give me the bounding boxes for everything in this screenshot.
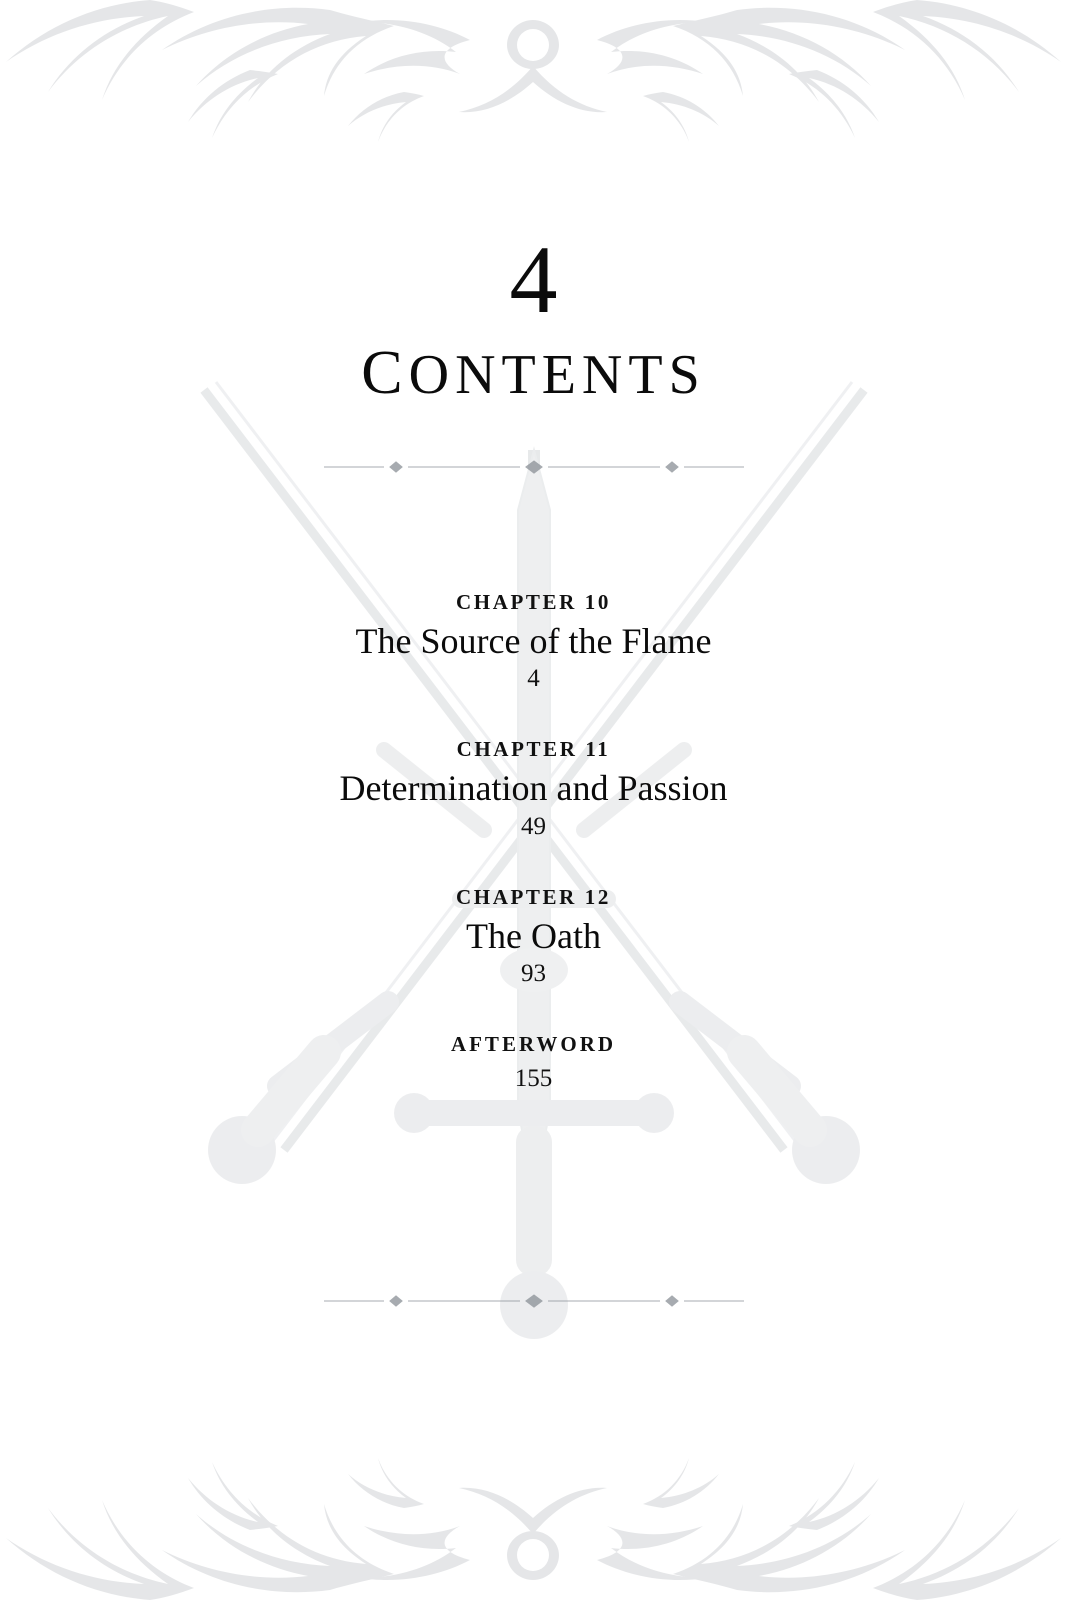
chapter-label: CHAPTER 12 [456,884,611,909]
chapter-title: The Oath [466,915,601,956]
chapter-page-number: 49 [521,812,546,840]
page-title-first-letter: C [361,339,409,407]
chapter-label: CHAPTER 11 [456,737,611,762]
table-of-contents [340,590,728,1093]
divider-bottom [324,1290,744,1312]
volume-number: 4 [509,226,558,333]
afterword-label: AFTERWORD [450,1031,617,1056]
list-item[interactable] [340,737,728,840]
divider-top [324,456,744,478]
chapter-title: The Source of the Flame [355,621,712,661]
chapter-title: Determination and Passion [339,768,728,809]
page-title [361,339,706,407]
chapter-page-number: 4 [527,665,540,693]
afterword-page-number: 155 [514,1064,553,1092]
list-item-afterword[interactable] [451,1032,616,1093]
chapter-page-number: 93 [521,959,546,987]
list-item[interactable] [456,885,611,988]
chapter-label: CHAPTER 10 [456,590,611,614]
page-title-rest: ONTENTS [408,344,706,406]
list-item[interactable] [356,590,712,693]
